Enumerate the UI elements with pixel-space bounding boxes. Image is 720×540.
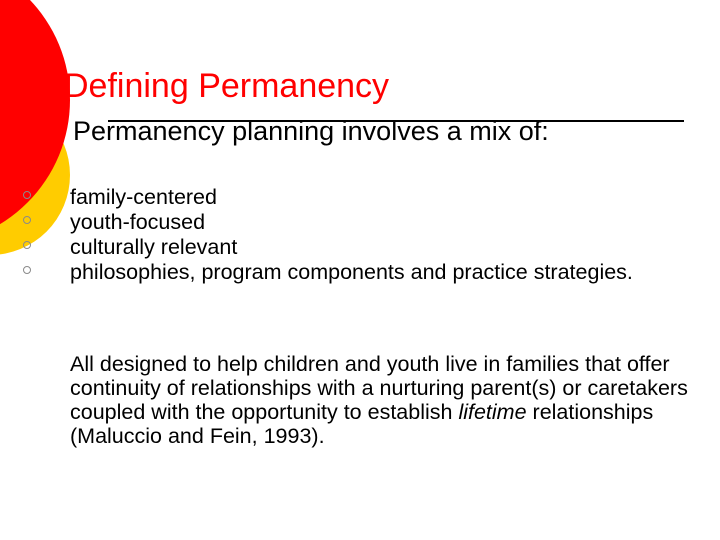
bullet-text: culturally relevant [70,235,238,259]
body-paragraph [70,352,710,448]
bullet-text: family-centered [70,185,217,209]
bullet-ring-icon [23,191,31,199]
list-item [0,186,700,208]
paragraph-emphasis: lifetime [458,400,527,424]
list-item [0,261,700,283]
slide-subtitle: Permanency planning involves a mix of: [73,116,549,146]
bullet-text: youth-focused [70,210,206,234]
bullet-ring-icon [23,241,31,249]
bullet-text: philosophies, program components and practice strategies. [70,260,633,284]
paragraph-text-end: relationships (Maluccio and Fein, 1993). [70,400,654,448]
bullet-list [0,186,700,286]
slide-title: Defining Permanency [64,67,390,105]
list-item [0,211,700,233]
bullet-ring-icon [23,266,31,274]
list-item [0,236,700,258]
bullet-ring-icon [23,216,31,224]
paragraph-text: All designed to help children and youth live in families that offer continuity of relationships with a nurturing parent(s) or caretakers coupled with the opportunity to establish [70,352,688,424]
